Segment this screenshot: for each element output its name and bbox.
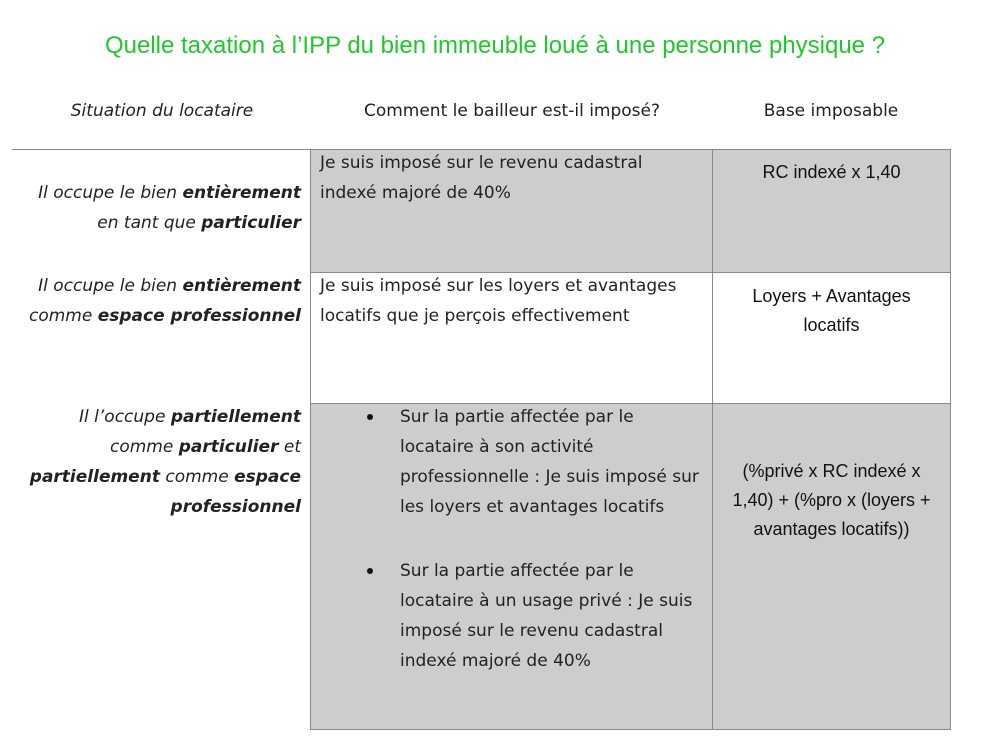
- row3-bullet-item: [320, 556, 712, 676]
- situation-emphasis: partiellement: [170, 407, 301, 427]
- table-top-rule: [12, 149, 312, 150]
- row3-bullet-text: Sur la partie affectée par le locataire à son activité professionnelle : Je suis imposé sur les loyers et avantages locatifs: [400, 407, 699, 517]
- row2-imposition: Je suis imposé sur les loyers et avantages locatifs que je perçois effectivement: [320, 276, 677, 326]
- row2-situation: [14, 271, 301, 331]
- row1-base: RC indexé x 1,40: [762, 162, 901, 182]
- row2-imposition-cell: [310, 272, 713, 404]
- row1-situation: [14, 178, 301, 238]
- row3-base: (%privé x RC indexé x 1,40) + (%pro x (loyers + avantages locatifs)): [732, 461, 931, 539]
- row2-base: Loyers + Avantages locatifs: [752, 286, 911, 335]
- page-title: Quelle taxation à l’IPP du bien immeuble loué à une personne physique ?: [104, 32, 886, 59]
- bullet-dot-icon: [367, 568, 373, 574]
- row3-bullet-item: [320, 402, 712, 522]
- row2-base-cell: [712, 272, 951, 404]
- row1-imposition-cell: [310, 149, 713, 273]
- situation-emphasis: espace professionnel: [97, 306, 301, 326]
- header-base: Base imposable: [763, 101, 899, 121]
- header-imposition: Comment le bailleur est-il imposé?: [363, 101, 661, 121]
- situation-text: comme: [28, 306, 98, 326]
- situation-emphasis: espace professionnel: [170, 467, 301, 517]
- situation-text: comme: [159, 467, 235, 487]
- row1-imposition: Je suis imposé sur le revenu cadastral indexé majoré de 40%: [320, 153, 643, 203]
- bullet-dot-icon: [367, 414, 373, 420]
- row3-imposition-cell: [310, 403, 713, 730]
- row1-base-cell: [712, 149, 951, 273]
- situation-text: Il occupe le bien: [38, 276, 183, 296]
- situation-text: Il occupe le bien: [38, 183, 183, 203]
- situation-text: et: [278, 437, 301, 457]
- situation-emphasis: partiellement: [29, 467, 160, 487]
- situation-emphasis: entièrement: [182, 183, 301, 203]
- situation-emphasis: particulier: [178, 437, 279, 457]
- row3-base-cell: [712, 403, 951, 730]
- row3-situation: [14, 402, 301, 522]
- row3-bullet-list: [311, 402, 712, 676]
- situation-emphasis: entièrement: [182, 276, 301, 296]
- situation-text: en tant que: [97, 213, 202, 233]
- row3-bullet-text: Sur la partie affectée par le locataire à un usage privé : Je suis imposé sur le revenu cadastral indexé majoré de 40%: [400, 561, 693, 671]
- header-situation: Situation du locataire: [70, 101, 254, 121]
- situation-text: comme: [110, 437, 179, 457]
- situation-text: Il l’occupe: [79, 407, 171, 427]
- situation-emphasis: particulier: [201, 213, 301, 233]
